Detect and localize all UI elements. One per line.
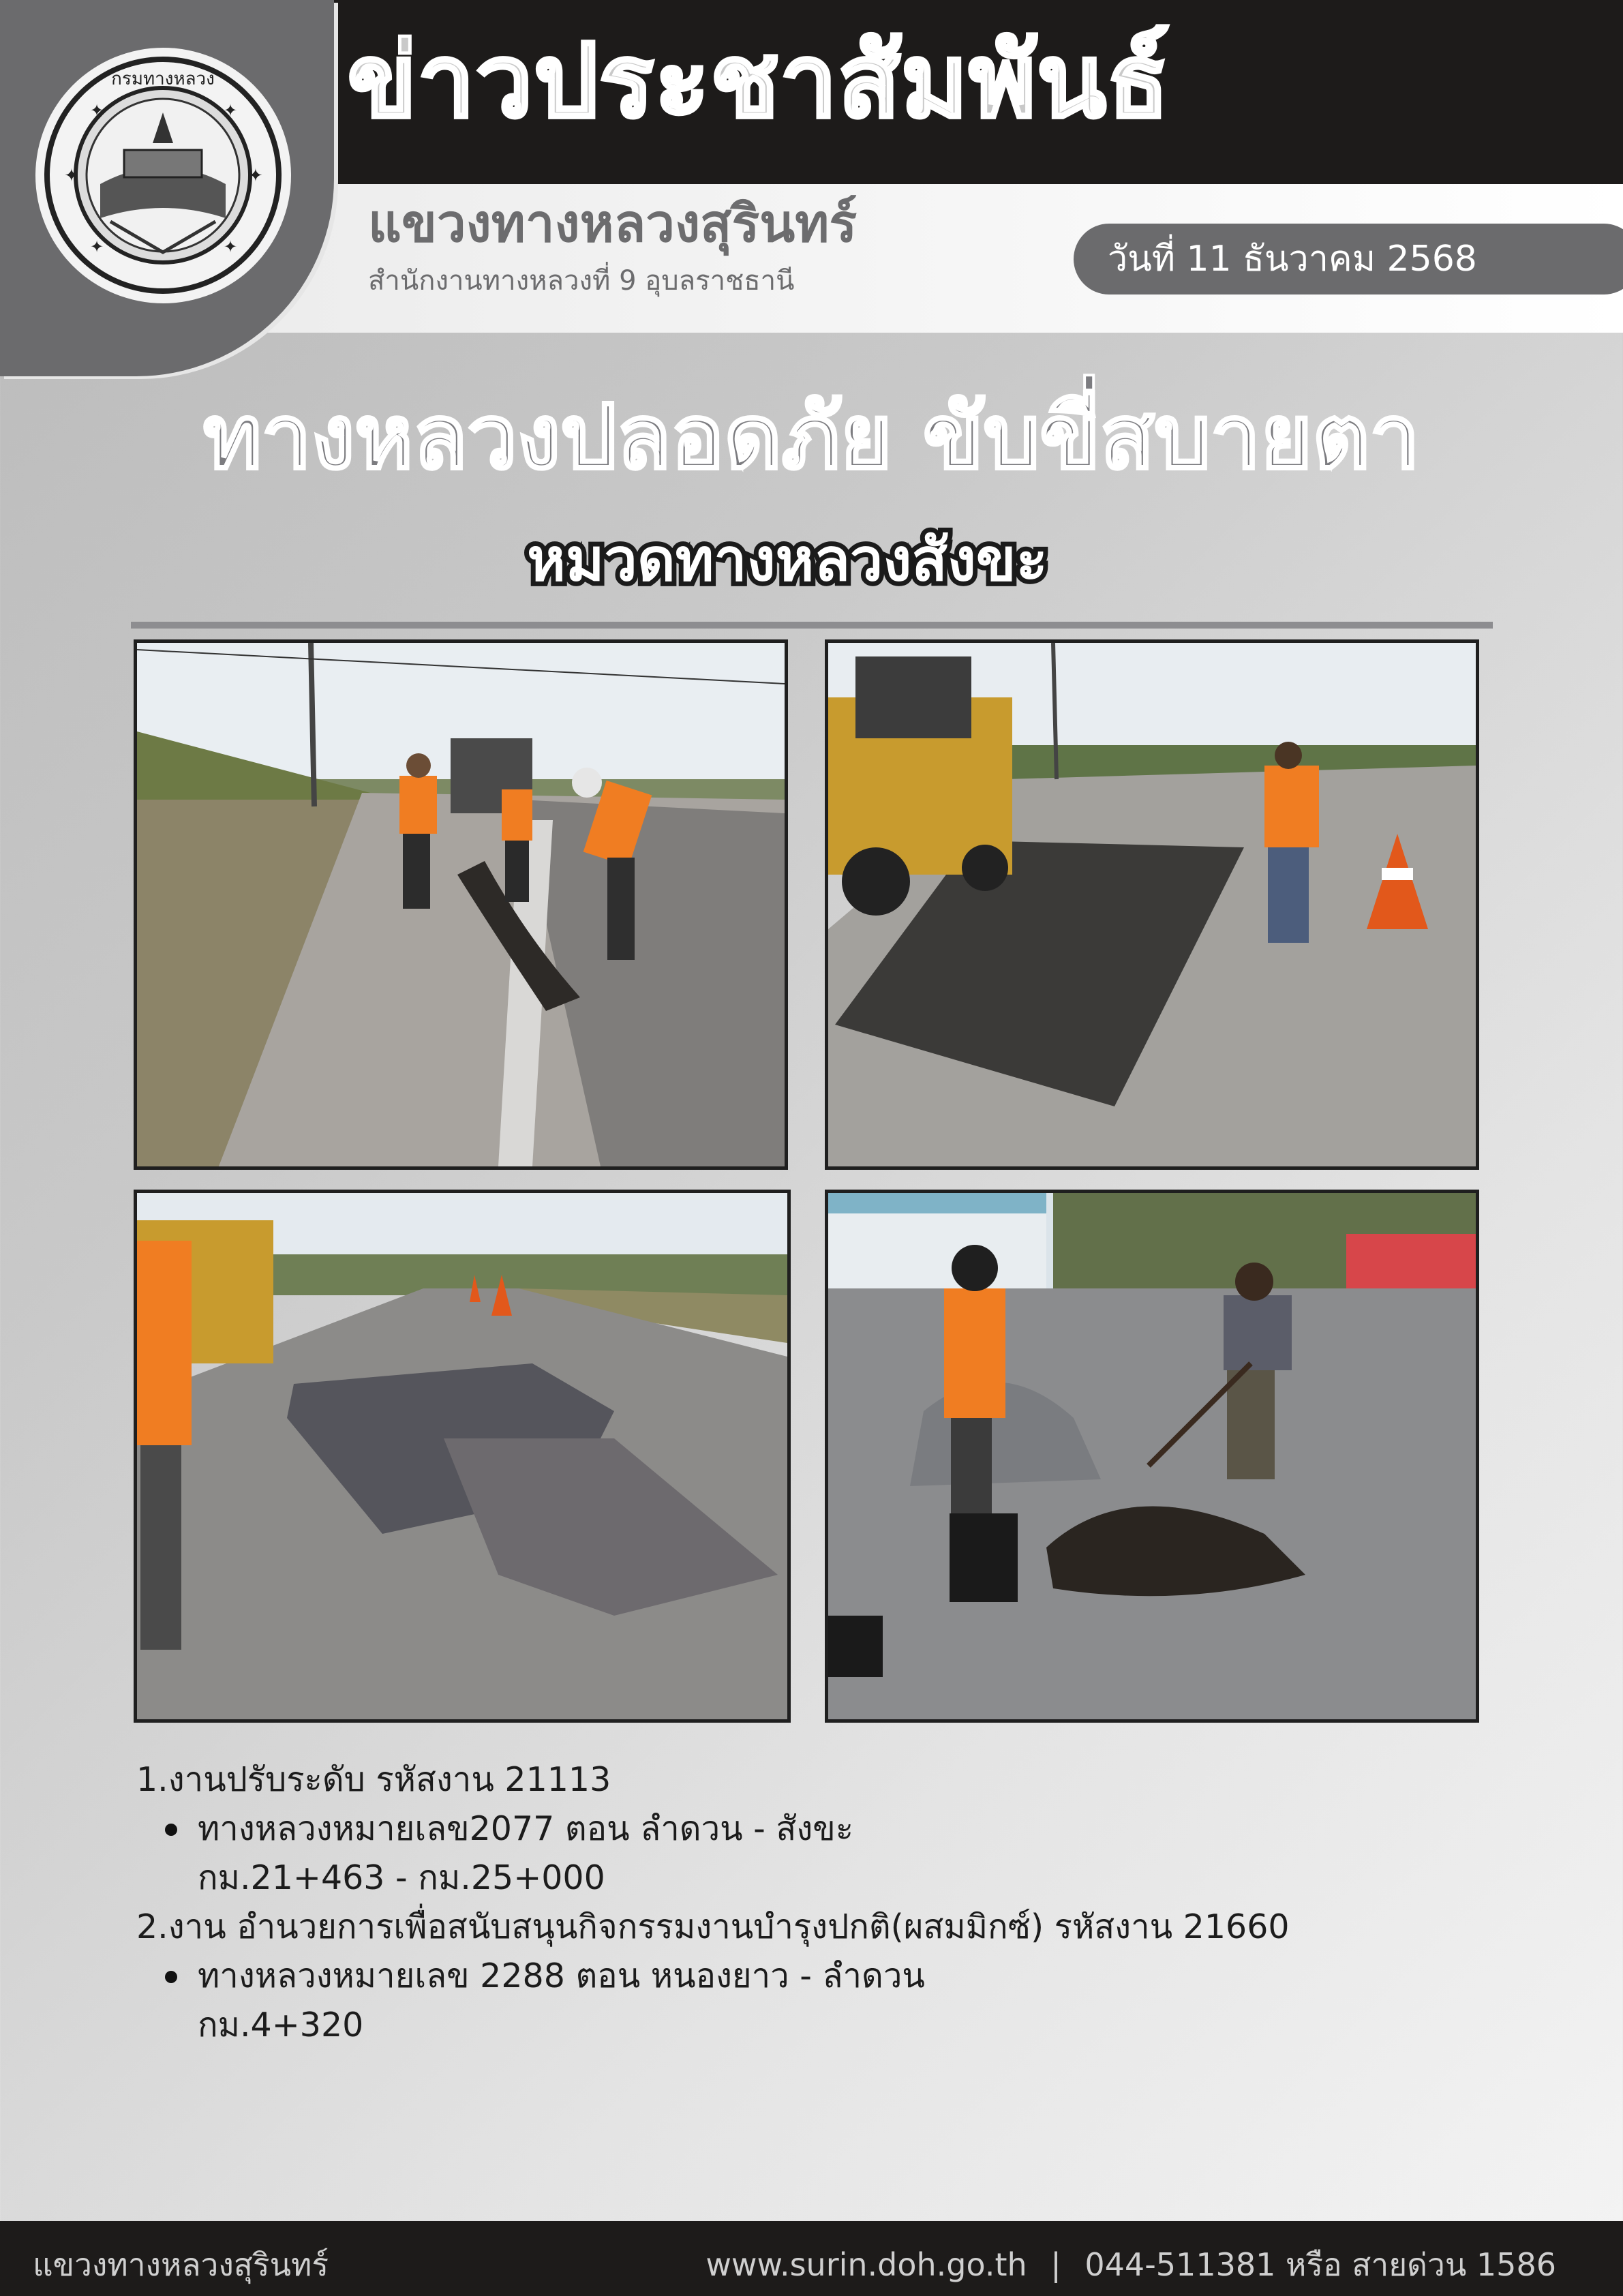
footer-separator: | (1050, 2246, 1061, 2283)
work-1-road: ทางหลวงหมายเลข2077 ตอน ลำดวน - สังขะ (136, 1804, 1500, 1854)
svg-text:✦: ✦ (224, 237, 238, 256)
work-2-heading: 2.งาน อำนวยการเพื่อสนับสนุนกิจกรรมงานบำรุงปกติ(ผสมมิกซ์) รหัสงาน 21660 (136, 1907, 1290, 1946)
seal-text: กรมทางหลวง (111, 69, 215, 89)
unit-title: หมวดทางหลวงสังขะ (527, 526, 1048, 594)
title-divider (131, 622, 1493, 629)
footer (0, 2221, 1623, 2296)
footer-office: แขวงทางหลวงสุรินทร์ (33, 2246, 329, 2283)
photo-workers-mixing-asphalt (825, 1190, 1479, 1723)
photo-patched-road-surface (134, 1190, 791, 1723)
svg-text:✦: ✦ (224, 101, 238, 120)
work-2-road: ทางหลวงหมายเลข 2288 ตอน หนองยาว - ลำดวน (136, 1952, 1500, 2001)
svg-text:✦: ✦ (64, 166, 79, 186)
date-badge: วันที่ 11 ธันวาคม 2568 (1074, 224, 1623, 294)
photo-truck-and-asphalt-patch (825, 639, 1479, 1170)
svg-text:✦: ✦ (90, 101, 104, 120)
svg-text:✦: ✦ (90, 237, 104, 256)
footer-website[interactable]: www.surin.doh.go.th (706, 2246, 1027, 2283)
svg-text:✦: ✦ (248, 166, 263, 186)
photo-workers-repairing-road (134, 639, 788, 1170)
work-1-heading: 1.งานปรับระดับ รหัสงาน 21113 (136, 1760, 611, 1799)
headline: ทางหลวงปลอดภัย ขับขี่สบายตา (203, 385, 1420, 489)
work-1-km: กม.21+463 - กม.25+000 (198, 1858, 605, 1897)
office-name: แขวงทางหลวงสุรินทร์ (368, 193, 858, 254)
header-title: ข่าวประชาสัมพันธ์ (348, 22, 1170, 140)
work-2-km: กม.4+320 (198, 2006, 364, 2044)
work-details (136, 1755, 1500, 2050)
footer-phone: 044-511381 หรือ สายด่วน 1586 (1084, 2246, 1556, 2283)
department-of-highways-seal-icon (35, 48, 291, 303)
footer-contact (706, 2240, 1556, 2290)
office-subtitle: สำนักงานทางหลวงที่ 9 อุบลราชธานี (368, 265, 795, 297)
